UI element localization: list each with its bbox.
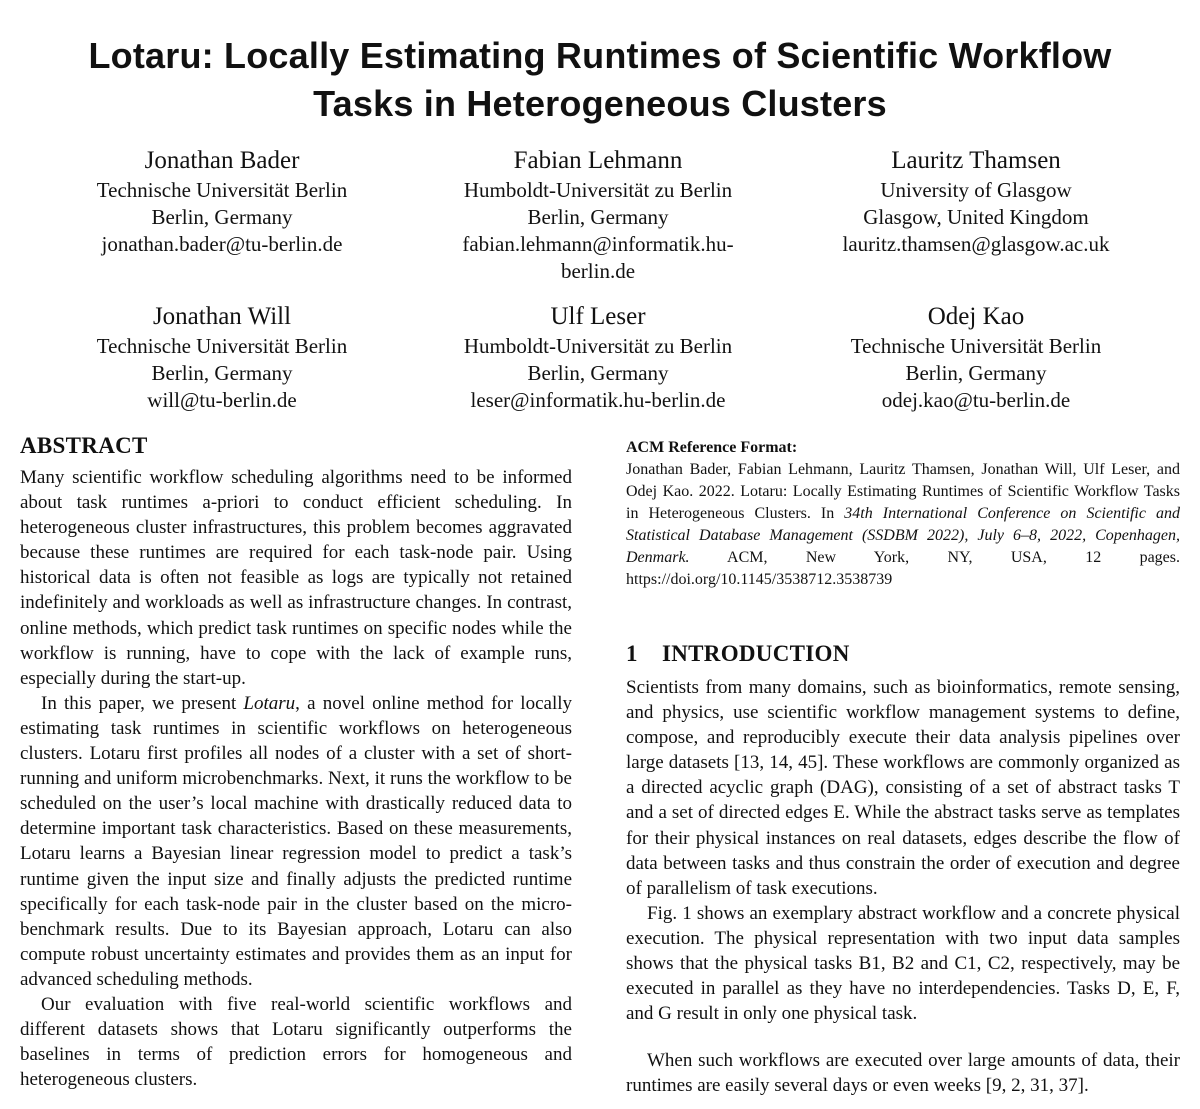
acm-reference-text — [626, 459, 1180, 591]
author-email[interactable]: fabian.lehmann@informatik.hu- — [462, 232, 734, 256]
author-email[interactable]: jonathan.bader@tu-berlin.de — [101, 232, 343, 256]
introduction-paragraph: When such workflows are executed over large amounts of data, their runtimes are easily several days or even weeks [9, 2, 31, 37]. — [626, 1050, 1180, 1097]
paper-title — [0, 32, 1200, 128]
author-block — [408, 146, 788, 285]
author-location: Berlin, Germany — [905, 361, 1047, 385]
abstract-paragraph: Our evaluation with five real-world scientific workflows and different datasets shows that Lotaru significantly outperforms the baselines in terms of prediction errors for homogeneous and heterogeneous clusters. — [20, 993, 572, 1091]
author-email[interactable]: lauritz.thamsen@glasgow.ac.uk — [842, 232, 1110, 256]
abstract-text: , a novel online method for locally estimating task runtimes in scientific workflows on heterogeneous clusters. Lotaru first profiles all nodes of a cluster with a set of short-running and uniform microbenchmarks. Next, it runs the workflow to be scheduled on the user’s local machine with drastically reduced data to determine important task characteristics. Based on these measurements, Lotaru learns a Bayesian linear regression model to predict a task’s runtime given the input size and finally adjusts the predicted runtime specifically for each task-node pair in the cluster based on the micro-benchmark results. Due to its Bayesian approach, Lotaru can also compute robust uncertainty estimates and provides them as an input for advanced scheduling methods. — [20, 692, 572, 990]
abstract-text: In this paper, we present — [41, 692, 244, 714]
abstract-heading: ABSTRACT — [20, 433, 148, 458]
section-number: 1 — [626, 641, 638, 666]
author-name: Jonathan Bader — [144, 147, 300, 174]
author-affiliation: Humboldt-Universität zu Berlin — [463, 334, 733, 358]
introduction-paragraph: Fig. 1 shows an exemplary abstract workflow and a concrete physical execution. The physical representation with two input data samples shows that the physical tasks B1, B2 and C1, C2, respectively, may be executed in parallel as they have no interdependencies. Tasks D, E, F, and G result in only one physical task. — [626, 902, 1180, 1025]
author-email[interactable]: will@tu-berlin.de — [147, 388, 297, 412]
acm-reference-authors: Jonathan Bader, Fabian Lehmann, Lauritz Thamsen, Jonathan Will, Ulf Leser, and Odej Kao. 2022. Lotaru: Locally Estimating Runtimes of Scientific Workflow Tasks in Heterogeneous Clusters. In — [626, 461, 1180, 522]
acm-reference-section — [626, 437, 1180, 591]
abstract-paragraph — [20, 691, 572, 992]
introduction-paragraph: Scientists from many domains, such as bioinformatics, remote sensing, and physics, use scientific workflow management systems to define, compose, and reproducibly execute their data analysis pipelines over large datasets [13, 14, 45]. These workflows are commonly organized as a directed acyclic graph (DAG), consisting of a set of abstract tasks T and a set of directed edges E. While the abstract tasks serve as templates for their physical instances on real datasets, edges describe the flow of data between tasks and thus constrain the order of execution and degree of parallelism of task executions. — [626, 677, 1180, 899]
author-name: Ulf Leser — [550, 303, 646, 330]
author-location: Glasgow, United Kingdom — [863, 205, 1089, 229]
abstract-paragraph: Many scientific workflow scheduling algorithms need to be informed about task runtimes a-priori to conduct efficient scheduling. In heterogeneous cluster infrastructures, this problem becomes aggravated because these runtimes are required for each task-node pair. Using historical data is often not feasible as logs are typically not retained indefinitely and workloads as well as infrastructure changes. In contrast, online methods, which predict task runtimes on specific nodes while the workflow is running, have to cope with the lack of example runs, especially during the start-up. — [20, 467, 572, 689]
author-name: Odej Kao — [927, 303, 1025, 330]
author-block — [408, 302, 788, 414]
introduction-section — [626, 640, 1180, 1099]
author-location: Berlin, Germany — [527, 361, 669, 385]
introduction-body — [626, 675, 1180, 1099]
author-affiliation: University of Glasgow — [880, 178, 1072, 202]
author-block — [786, 302, 1166, 414]
author-block — [32, 302, 412, 414]
author-email-continued[interactable]: berlin.de — [560, 259, 636, 283]
author-name: Lauritz Thamsen — [891, 147, 1061, 174]
author-email[interactable]: leser@informatik.hu-berlin.de — [470, 388, 726, 412]
author-email[interactable]: odej.kao@tu-berlin.de — [881, 388, 1071, 412]
author-block — [32, 146, 412, 258]
author-block — [786, 146, 1166, 258]
author-affiliation: Humboldt-Universität zu Berlin — [463, 178, 733, 202]
introduction-heading — [626, 640, 1180, 668]
author-location: Berlin, Germany — [527, 205, 669, 229]
section-title: INTRODUCTION — [662, 641, 850, 666]
acm-reference-heading: ACM Reference Format: — [626, 439, 798, 456]
method-name: Lotaru — [243, 692, 296, 714]
acm-reference-venue: 34th International Conference on Scientific and Statistical Database Management (SSDBM 2022), July 6–8, 2022, Copenhagen, Denmark. — [626, 505, 1180, 566]
author-affiliation: Technische Universität Berlin — [96, 178, 348, 202]
author-location: Berlin, Germany — [151, 205, 293, 229]
author-location: Berlin, Germany — [151, 361, 293, 385]
acm-reference-publisher[interactable]: ACM, New York, NY, USA, 12 pages. https://doi.org/10.1145/3538712.3538739 — [626, 549, 1180, 588]
author-affiliation: Technische Universität Berlin — [850, 334, 1102, 358]
author-name: Jonathan Will — [152, 303, 292, 330]
author-name: Fabian Lehmann — [513, 147, 683, 174]
title-line-2: Tasks in Heterogeneous Clusters — [313, 83, 887, 124]
author-affiliation: Technische Universität Berlin — [96, 334, 348, 358]
abstract-section — [20, 432, 572, 1092]
title-line-1: Lotaru: Locally Estimating Runtimes of Scientific Workflow — [88, 35, 1112, 76]
abstract-body — [20, 465, 572, 1092]
